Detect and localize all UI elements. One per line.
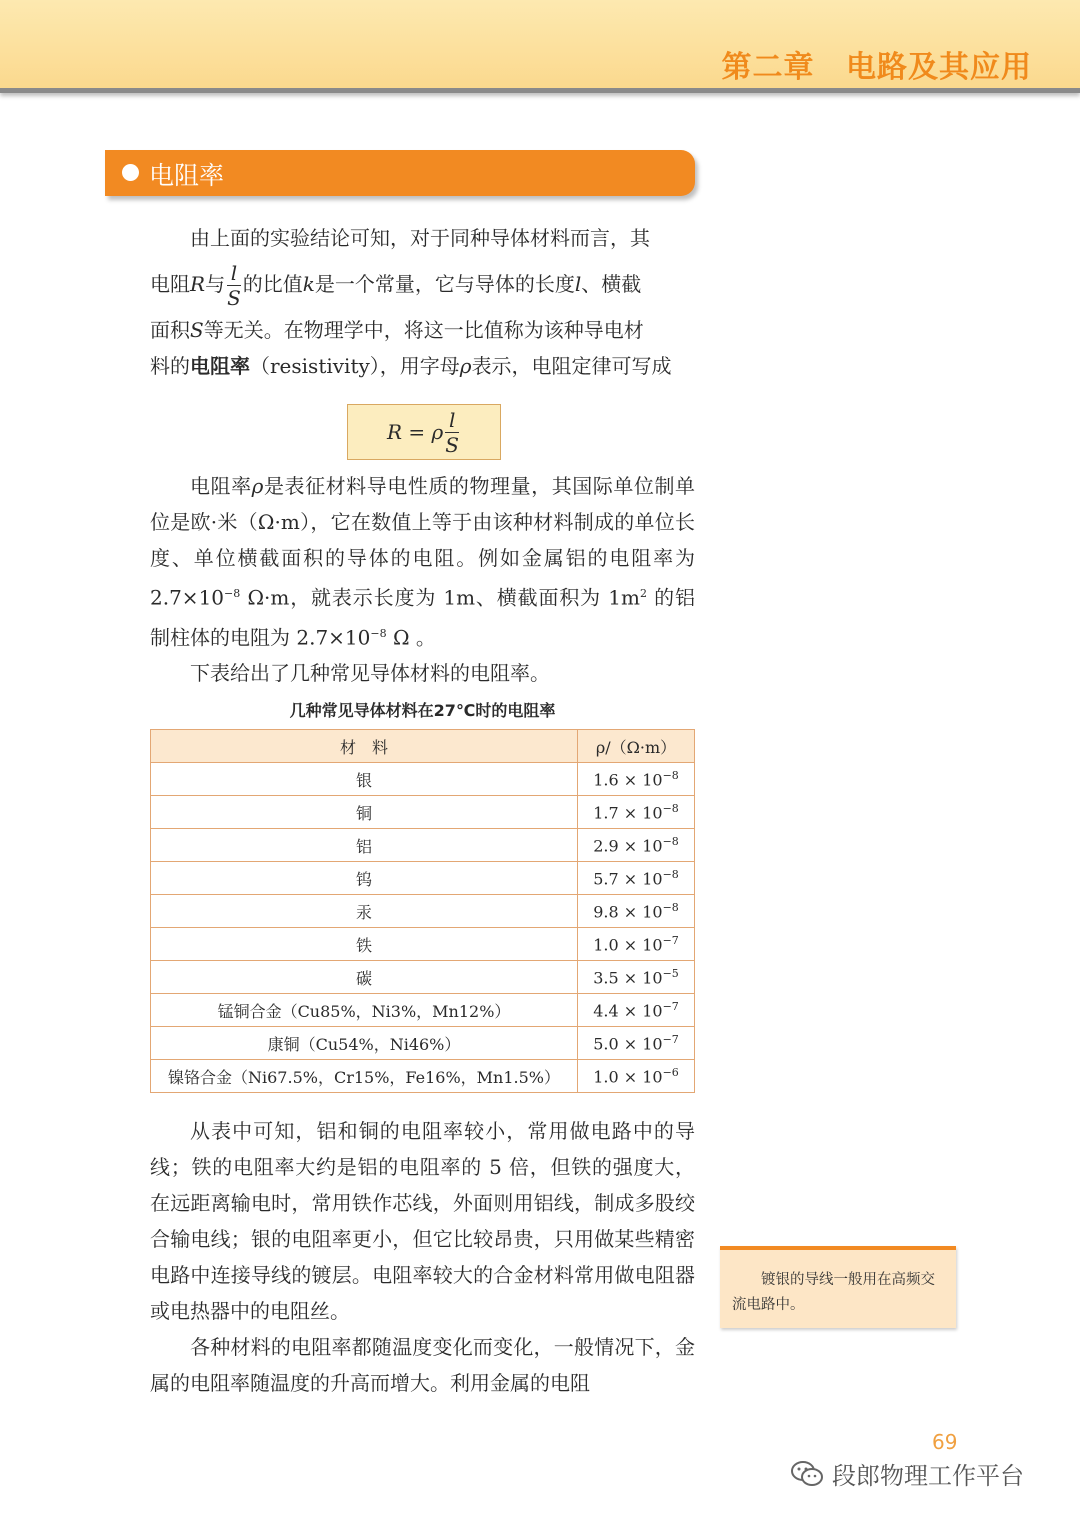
watermark-text: 段郎物理工作平台: [832, 1462, 1024, 1490]
rho-cell: $3.5 \times 10^{-5}$: [578, 961, 695, 994]
rho-cell: $4.4 \times 10^{-7}$: [578, 994, 695, 1027]
table-row: [151, 829, 695, 862]
table-row: [151, 994, 695, 1027]
para1-line4: 料的电阻率（resistivity），用字母ρ表示，电阻定律可写成: [150, 354, 672, 378]
material-cell: 碳: [151, 961, 578, 994]
material-cell: 汞: [151, 895, 578, 928]
material-cell: 康铜（Cu54%，Ni46%）: [151, 1027, 578, 1060]
table-row: [151, 928, 695, 961]
table-row: [151, 895, 695, 928]
table-row: [151, 1027, 695, 1060]
para1-line1: 由上面的实验结论可知，对于同种导体材料而言，其: [190, 226, 650, 250]
fraction-l-over-s: $\frac{l}{S}$: [227, 261, 241, 310]
side-note-text: 镀银的导线一般用在高频交流电路中。: [732, 1272, 935, 1313]
rho-cell: $1.0 \times 10^{-7}$: [578, 928, 695, 961]
header-rho: ρ/（Ω·m）: [578, 730, 695, 763]
table-row: [151, 961, 695, 994]
chapter-header: [0, 0, 1080, 93]
table-row: [151, 862, 695, 895]
table-row: [151, 796, 695, 829]
chapter-title: 电路及其应用: [846, 50, 1032, 85]
term-resistivity: 电阻率: [190, 354, 250, 378]
rho-cell: $1.7 \times 10^{-8}$: [578, 796, 695, 829]
rho-cell: $9.8 \times 10^{-8}$: [578, 895, 695, 928]
para5-text: 各种材料的电阻率都随温度变化而变化，一般情况下，金属的电阻率随温度的升高而增大。利用金属的电阻: [150, 1335, 695, 1395]
material-cell: 铜: [151, 796, 578, 829]
material-cell: 铁: [151, 928, 578, 961]
formula-fraction: $\frac{l}{S}$: [445, 407, 459, 457]
rho-cell: $5.7 \times 10^{-8}$: [578, 862, 695, 895]
paragraph-2: [150, 468, 695, 691]
chapter-number: 第二章: [721, 50, 815, 85]
material-cell: 银: [151, 763, 578, 796]
page-number: 69: [932, 1430, 958, 1454]
paragraph-4: [150, 1113, 695, 1401]
section-title: 电阻率: [149, 161, 225, 190]
wechat-icon: [790, 1460, 824, 1488]
rho-cell: $2.9 \times 10^{-8}$: [578, 829, 695, 862]
material-cell: 锰铜合金（Cu85%，Ni3%，Mn12%）: [151, 994, 578, 1027]
table-title: 几种常见导体材料在27℃时的电阻率: [289, 701, 556, 720]
rho-cell: $1.0 \times 10^{-6}$: [578, 1060, 695, 1093]
para2-text: 电阻率ρ是表征材料导电性质的物理量，其国际单位制单位是欧·米（Ω·m），它在数值上等于由该种材料制成的单位长度、单位横截面积的导体的电阻。例如金属铝的电阻率为 $2.7\times 10^{-8}$ Ω·m，就表示长度为 1m、横截面积为 $1m^2$ 的铝制柱体的电阻为 $2.7\times 10^{-8}$ Ω 。: [150, 474, 696, 650]
chapter-heading: [722, 42, 1032, 86]
material-cell: 镍铬合金（Ni67.5%，Cr15%，Fe16%，Mn1.5%）: [151, 1060, 578, 1093]
header-material: 材 料: [151, 730, 578, 763]
bullet-dot-icon: [122, 164, 139, 181]
rho-cell: $5.0 \times 10^{-7}$: [578, 1027, 695, 1060]
para1-line3: 面积S等无关。在物理学中，将这一比值称为该种导电材: [150, 318, 644, 342]
resistance-formula: R = ρ $\frac{l}{S}$: [347, 404, 501, 460]
para1-line2: 电阻R与 $\frac{l}{S}$ 的比值k是一个常量，它与导体的长度l、横截: [150, 261, 642, 310]
side-note: [720, 1246, 956, 1328]
paragraph-1: [150, 220, 695, 384]
table-row: [151, 1060, 695, 1093]
material-cell: 铝: [151, 829, 578, 862]
table-header-row: [151, 730, 695, 763]
table-row: [151, 763, 695, 796]
watermark: [790, 1456, 1024, 1491]
para3-text: 下表给出了几种常见导体材料的电阻率。: [190, 661, 550, 686]
para4-text: 从表中可知，铝和铜的电阻率较小，常用做电路中的导线；铁的电阻率大约是铝的电阻率的 5 倍，但铁的强度大，在远距离输电时，常用铁作芯线，外面则用铝线，制成多股绞合输电线；银的电阻率更小，但它比较昂贵，只用做某些精密电路中连接导线的镀层。电阻率较大的合金材料常用做电阻器或电热器中的电阻丝。: [150, 1119, 695, 1323]
rho-cell: $1.6 \times 10^{-8}$: [578, 763, 695, 796]
material-cell: 钨: [151, 862, 578, 895]
section-heading: [105, 150, 695, 196]
resistivity-table: [150, 729, 695, 1093]
